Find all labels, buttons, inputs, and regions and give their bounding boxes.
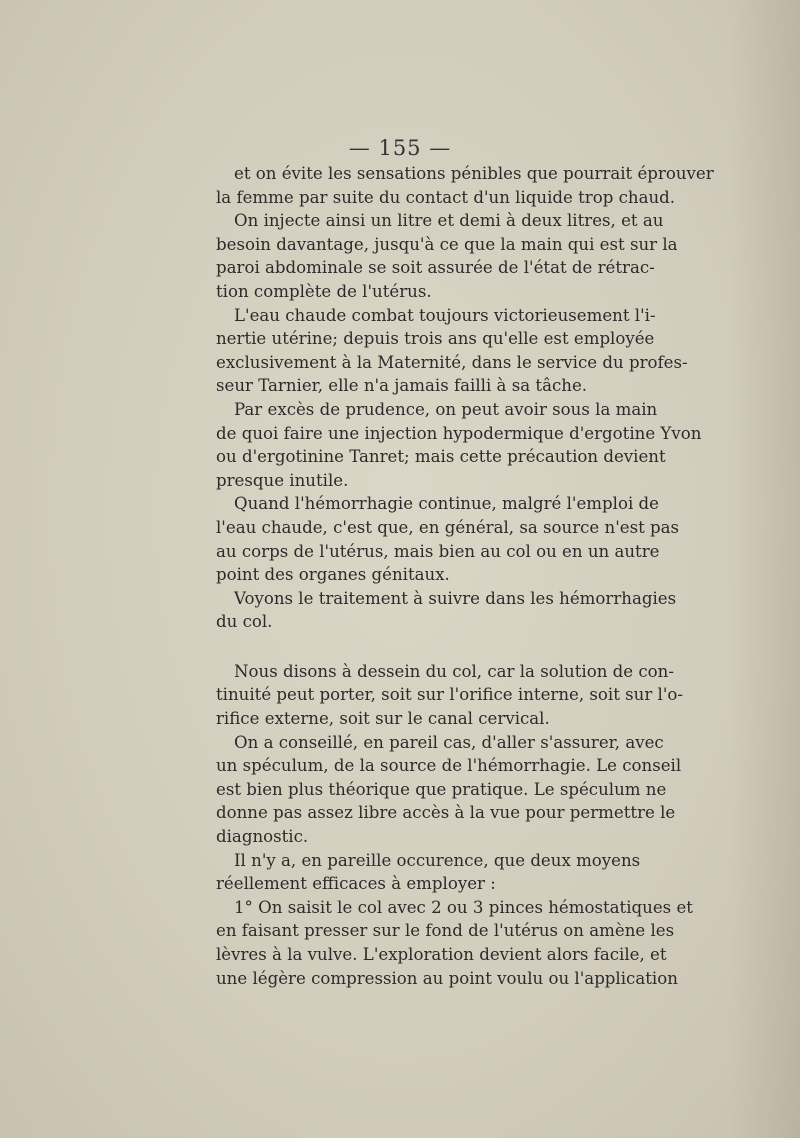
text-line: On a conseillé, en pareil cas, d'aller s'assurer, avec (234, 732, 664, 752)
paragraph-gap (216, 634, 612, 660)
paragraph (216, 731, 682, 849)
paragraph (216, 398, 702, 492)
text-line: et on évite les sensations pénibles que pourrait éprouver (234, 164, 714, 183)
paragraph (216, 660, 684, 731)
text-line: 1° On saisit le col avec 2 ou 3 pinces hémostatiques et (234, 897, 693, 917)
paragraph (216, 304, 688, 398)
text-line: en faisant presser sur le fond de l'utérus on amène les (216, 921, 675, 941)
text-line: On injecte ainsi un litre et demi à deux litres, et au (234, 211, 664, 231)
paragraph (216, 849, 641, 896)
text-line: donne pas assez libre accès à la vue pour permettre le (216, 803, 676, 823)
text-line: Il n'y a, en pareille occurence, que deux moyens (234, 850, 641, 870)
paragraph (216, 209, 678, 303)
text-line: est bien plus théorique que pratique. Le spéculum ne (216, 779, 667, 799)
text-line: une légère compression au point voulu ou l'application (216, 968, 678, 988)
paragraph (216, 162, 714, 209)
paragraph (216, 587, 677, 634)
paragraph (216, 492, 680, 586)
body-text (216, 162, 714, 990)
text-line: réellement efficaces à employer : (216, 874, 496, 894)
text-line: ou d'ergotinine Tanret; mais cette précaution devient (216, 447, 666, 467)
text-line: nertie utérine; depuis trois ans qu'elle est employée (216, 329, 655, 349)
paragraph (216, 896, 693, 990)
text-line: Quand l'hémorrhagie continue, malgré l'emploi de (234, 494, 659, 514)
text-line: exclusivement à la Maternité, dans le service du profes- (216, 352, 688, 372)
text-line: seur Tarnier, elle n'a jamais failli à sa tâche. (216, 376, 588, 396)
text-line: Voyons le traitement à suivre dans les hémorrhagies (234, 588, 677, 608)
text-line: tion complète de l'utérus. (216, 281, 432, 301)
text-line: diagnostic. (216, 827, 309, 847)
text-line: un spéculum, de la source de l'hémorrhagie. Le conseil (216, 756, 682, 776)
text-line: point des organes génitaux. (216, 565, 450, 585)
text-line: L'eau chaude combat toujours victorieusement l'i- (234, 305, 656, 325)
text-line: tinuité peut porter, soit sur l'orifice interne, soit sur l'o- (216, 685, 684, 705)
text-line: lèvres à la vulve. L'exploration devient alors facile, et (216, 945, 667, 964)
page-number: — 155 — (348, 136, 452, 160)
text-line: paroi abdominale se soit assurée de l'état de rétrac- (216, 258, 655, 278)
text-line: besoin davantage, jusqu'à ce que la main qui est sur la (216, 234, 678, 254)
text-line: de quoi faire une injection hypodermique d'ergotine Yvon (216, 423, 702, 443)
text-line: Par excès de prudence, on peut avoir sous la main (234, 399, 658, 419)
text-line: la femme par suite du contact d'un liquide trop chaud. (216, 187, 676, 207)
text-line: presque inutile. (216, 470, 349, 490)
text-line: au corps de l'utérus, mais bien au col ou en un autre (216, 541, 660, 561)
text-line: Nous disons à dessein du col, car la solution de con- (234, 661, 674, 681)
text-line: l'eau chaude, c'est que, en général, sa source n'est pas (216, 517, 680, 537)
text-line: rifice externe, soit sur le canal cervical. (216, 709, 550, 729)
text-line: du col. (216, 612, 273, 632)
